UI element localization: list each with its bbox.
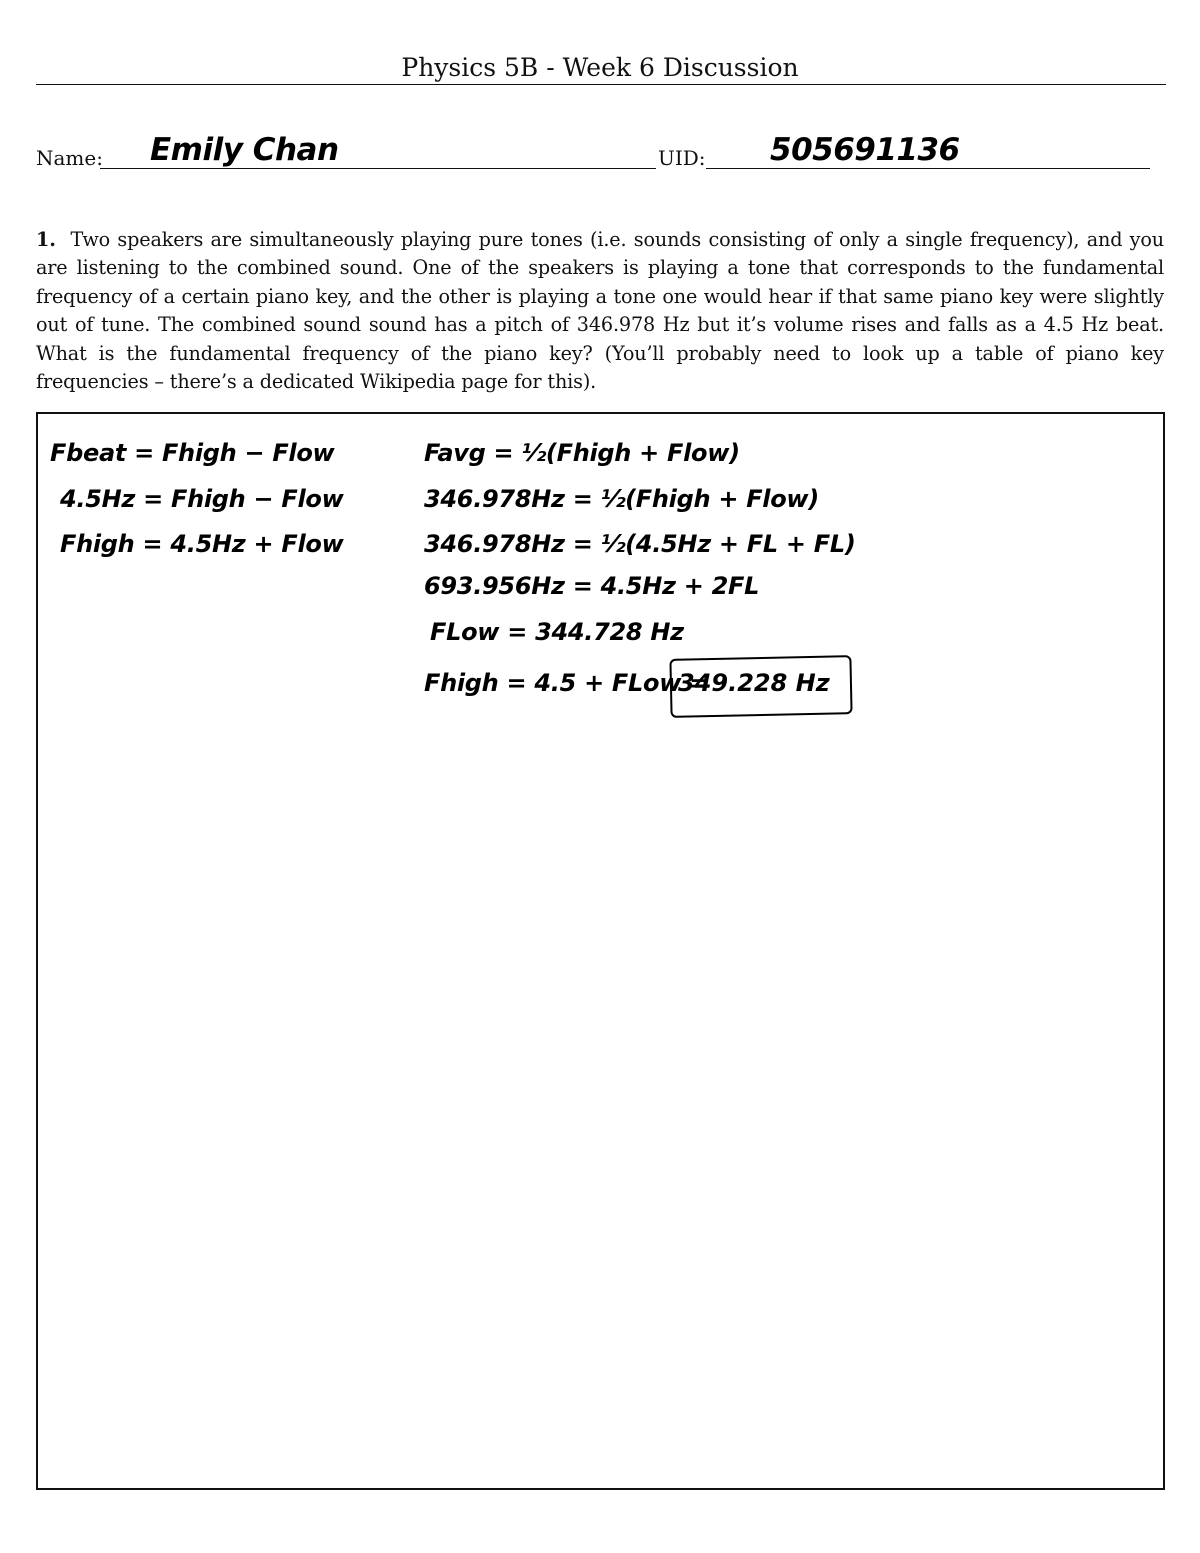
- name-field-line: [100, 168, 656, 169]
- work-line-right-5: FLow = 344.728 Hz: [430, 618, 684, 646]
- name-value: Emily Chan: [150, 132, 339, 168]
- work-line-right-3: 346.978Hz = ½(4.5Hz + FL + FL): [424, 530, 856, 558]
- work-line-right-2: 346.978Hz = ½(Fhigh + Flow): [424, 485, 819, 513]
- question-number: 1.: [36, 228, 56, 251]
- question-1: [36, 226, 1164, 396]
- work-line-right-1: Favg = ½(Fhigh + Flow): [424, 439, 740, 467]
- work-line-right-6: Fhigh = 4.5 + FLow =: [424, 669, 709, 697]
- name-label: Name:: [36, 146, 103, 170]
- final-answer: 349.228 Hz: [678, 669, 830, 697]
- uid-field-line: [706, 168, 1150, 169]
- work-line-right-4: 693.956Hz = 4.5Hz + 2FL: [424, 572, 760, 600]
- work-line-left-3: Fhigh = 4.5Hz + Flow: [60, 530, 344, 558]
- question-text: Two speakers are simultaneously playing pure tones (i.e. sounds consisting of only a single frequency), and you are listening to the combined sound. One of the speakers is playing a tone that corresponds to the fundamental frequency of a certain piano key, and the other is playing a tone one would hear if that same piano key were slightly out of tune. The combined sound sound has a pitch of 346.978 Hz but it’s volume rises and falls as a 4.5 Hz beat. What is the fundamental frequency of the piano key? (You’ll probably need to look up a table of piano key frequencies – there’s a dedicated Wikipedia page for this).: [36, 228, 1164, 394]
- uid-value: 505691136: [770, 132, 960, 168]
- title-divider: [36, 84, 1166, 85]
- page-title: Physics 5B - Week 6 Discussion: [401, 53, 799, 82]
- work-line-left-1: Fbeat = Fhigh − Flow: [50, 439, 335, 467]
- uid-label: UID:: [658, 146, 706, 170]
- work-line-left-2: 4.5Hz = Fhigh − Flow: [60, 485, 344, 513]
